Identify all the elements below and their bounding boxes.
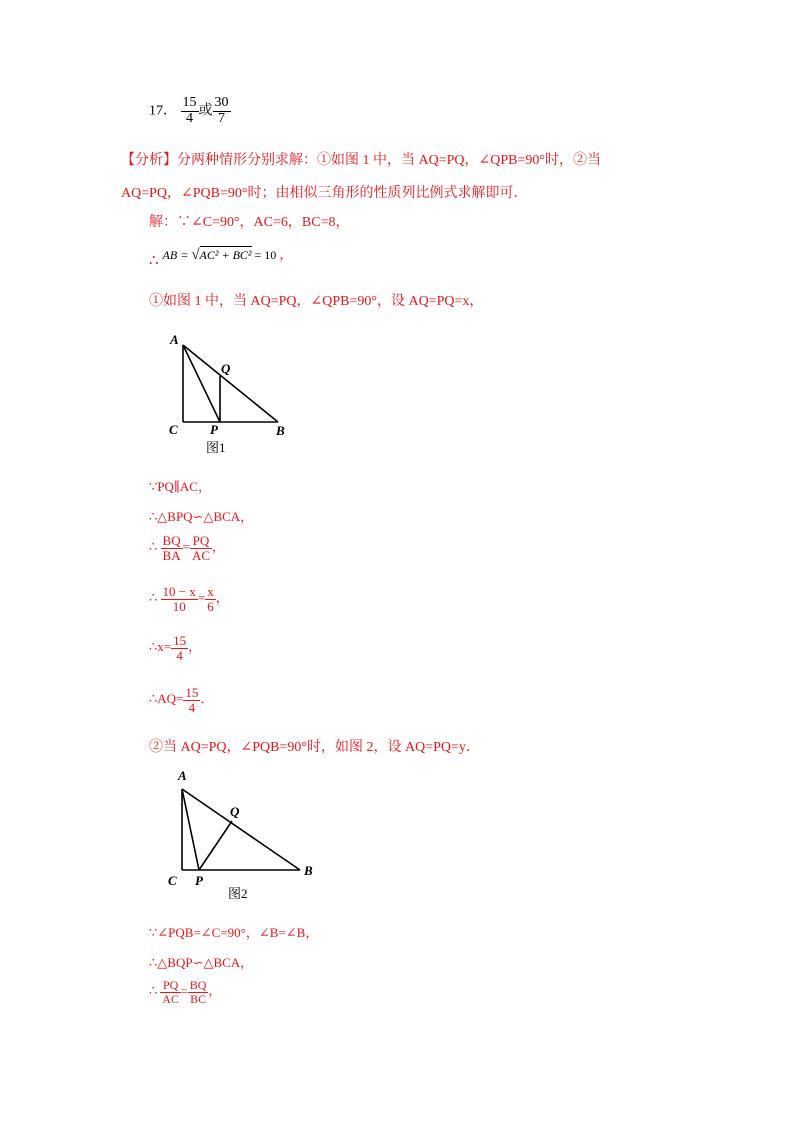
figure-1 [160,330,300,460]
case2-ratio: ∴ $\frac{PQ}{AC}$ = $\frac{BQ}{BC}$ ， [149,978,222,1006]
case1-step-parallel: ∵PQ∥AC， [149,479,211,494]
fraction-x-over-6: $\frac{x}{6}$ [207,584,214,614]
label-B: B [276,423,285,438]
segment-AB [182,789,300,870]
case2-step-similar: ∴△BQP∽△BCA， [149,955,254,970]
fraction-PQ-AC: $\frac{PQ}{AC}$ [162,978,179,1006]
analysis-tag: 【分析】 [121,153,177,168]
label-C: C [168,873,177,888]
figure-2-caption: 图2 [228,886,248,901]
label-Q: Q [221,361,231,376]
solution-given: 解：∵∠C=90°，AC=6，BC=8， [149,215,350,230]
segment-AP [183,345,220,422]
label-P: P [195,873,203,888]
ab-formula-line: ∴ AB = √AC² + BC² = 10 ， [149,247,294,269]
label-C: C [169,422,178,437]
fraction-10-minus-x-over-10: $\frac{10 - x}{10}$ [162,584,196,614]
case1-step-similar: ∴△BPQ∽△BCA， [149,509,254,524]
case1-ratio-1: ∴ $\frac{BQ}{BA}$ = $\frac{PQ}{AC}$ ， [149,533,226,563]
question-17-answer [149,96,231,126]
fraction-PQ-AC: $\frac{PQ}{AC}$ [191,533,210,563]
figure-2-lines [182,789,300,870]
case2-intro: ②当 AQ=PQ，∠PQB=90°时，如图 2，设 AQ=PQ=y． [149,740,480,755]
case1-intro: ①如图 1 中，当 AQ=PQ，∠QPB=90°，设 AQ=PQ=x， [149,294,484,309]
case1-aq-value: ∴AQ= $\frac{15}{4}$ ． [149,685,214,715]
therefore-symbol: ∴ [149,253,159,269]
analysis-line-1: 【分析】分两种情形分别求解：①如图 1 中，当 AQ=PQ，∠QPB=90°时，②当 [121,153,601,168]
segment-AP [182,789,199,870]
case1-x-value: ∴x= $\frac{15}{4}$ ， [149,633,202,663]
case2-step-angles: ∵∠PQB=∠C=90°，∠B=∠B， [149,925,319,940]
label-P: P [210,422,218,437]
figure-1-lines [183,345,278,422]
fraction-15-over-4: $\frac{15}{4}$ [173,633,187,663]
answer-fraction-2: $\frac{30}{7}$ [214,95,229,126]
figure-1-caption: 图1 [206,440,226,455]
question-number: 17． [149,103,177,119]
label-Q: Q [230,804,240,819]
answer-fraction-1: $\frac{15}{4}$ [182,95,197,126]
fraction-BQ-BC: $\frac{BQ}{BC}$ [189,978,207,1006]
case1-ratio-2: ∴ $\frac{10 - x}{10}$ = $\frac{x}{6}$ ， [149,584,229,614]
ab-formula: AB = √AC² + BC² = 10 [162,247,277,263]
analysis-line-2: AQ=PQ，∠PQB=90°时；由相似三角形的性质列比例式求解即可． [121,186,528,201]
segment-PQ [199,821,232,870]
label-A: A [170,332,179,347]
segment-AB [183,345,278,422]
figure-2 [160,765,335,905]
fraction-15-over-4-aq: $\frac{15}{4}$ [185,685,199,715]
or-word: 或 [198,103,213,119]
label-B: B [304,863,313,878]
fraction-BQ-BA: $\frac{BQ}{BA}$ [162,533,181,563]
label-A: A [178,768,187,783]
